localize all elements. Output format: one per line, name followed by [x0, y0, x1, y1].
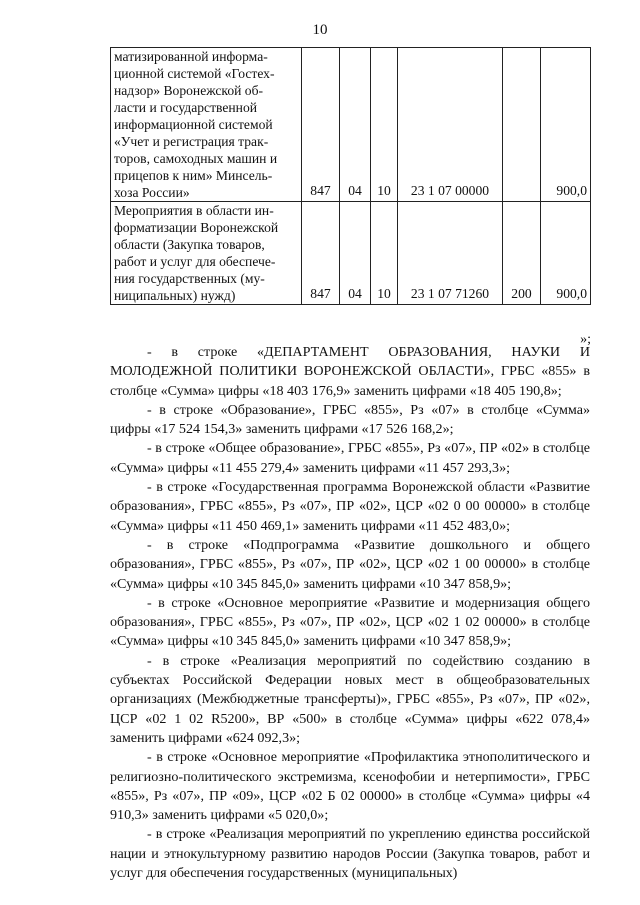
- vr-cell: 200: [503, 202, 541, 305]
- name-line: информационной системой: [114, 117, 273, 132]
- name-line: области (Закупка товаров,: [114, 237, 265, 252]
- grbs-cell: 847: [302, 202, 340, 305]
- name-line: работ и услуг для обеспече-: [114, 254, 276, 269]
- rz-cell: 04: [340, 202, 371, 305]
- amendment-paragraph: - в строке «Реализация мероприятий по содействию созданию в субъектах Российской Федерации новых мест в общеобразовательных организациях (Межбюджетные трансферты)», ГРБС «855», Рз «07», ПР «02», ЦСР «02 1 02 R5200», ВР «500» в столбце «Сумма» цифры «622 078,4» заменить цифрами «624 092,3»;: [110, 652, 590, 746]
- grbs-cell: 847: [302, 48, 340, 202]
- name-line: Мероприятия в области ин-: [114, 203, 274, 218]
- name-line: хоза России»: [114, 185, 190, 200]
- amendment-paragraph: - в строке «Образование», ГРБС «855», Рз «07» в столбце «Сумма» цифры «17 524 154,3» заменить цифрами «17 526 168,2»;: [110, 401, 590, 438]
- amendment-paragraph: - в строке «Основное мероприятие «Развитие и модернизация общего образования», ГРБС «855», Рз «07», ПР «02», ЦСР «02 1 02 00000» в столбце «Сумма» цифры «10 345 845,0» заменить цифрами «10 347 858,9»;: [110, 594, 590, 650]
- table-row: [111, 48, 591, 202]
- row-name-cell: [111, 48, 302, 202]
- name-line: форматизации Воронежской: [114, 220, 279, 235]
- amendment-paragraph: - в строке «Подпрограмма «Развитие дошкольного и общего образования», ГРБС «855», Рз «07», ПР «02», ЦСР «02 1 00 00000» в столбце «Сумма» цифры «10 345 845,0» заменить цифрами «10 347 858,9»;: [110, 536, 590, 592]
- sum-cell: 900,0: [541, 48, 591, 202]
- vr-cell: [503, 48, 541, 202]
- page-number: 10: [312, 22, 328, 38]
- table-row: [111, 202, 591, 305]
- name-line: матизированной информа-: [114, 49, 268, 64]
- rz-cell: 04: [340, 48, 371, 202]
- name-line: ниципальных) нужд): [114, 288, 236, 303]
- amendment-paragraph: - в строке «ДЕПАРТАМЕНТ ОБРАЗОВАНИЯ, НАУКИ И МОЛОДЕЖНОЙ ПОЛИТИКИ ВОРОНЕЖСКОЙ ОБЛАСТИ», ГРБС «855» в столбце «Сумма» цифры «18 403 176,9» заменить цифрами «18 405 190,8»;: [110, 344, 590, 399]
- pr-cell: 10: [371, 202, 398, 305]
- csr-cell: 23 1 07 00000: [398, 48, 503, 202]
- pr-cell: 10: [371, 48, 398, 202]
- name-line: ционной системой «Гостех-: [114, 66, 275, 81]
- table-closing-quote: »;: [580, 332, 591, 347]
- budget-table: [110, 47, 591, 305]
- amendment-paragraph: - в строке «Реализация мероприятий по укреплению единства российской нации и этнокультурному развитию народов России (Закупка товаров, работ и услуг для обеспечения государственных (муниципальных): [110, 826, 590, 882]
- name-line: «Учет и регистрация трак-: [114, 134, 269, 149]
- amendments-text: [110, 343, 590, 883]
- name-line: прицепов к ним» Минсель-: [114, 168, 273, 183]
- sum-cell: 900,0: [541, 202, 591, 305]
- amendment-paragraph: - в строке «Государственная программа Воронежской области «Развитие образования», ГРБС «855», Рз «07», ПР «02», ЦСР «02 0 00 00000» в столбце «Сумма» цифры «11 450 469,1» заменить цифрами «11 452 483,0»;: [110, 479, 590, 534]
- name-line: ния государственных (му-: [114, 271, 265, 286]
- name-line: надзор» Воронежской об-: [114, 83, 264, 98]
- amendment-paragraph: - в строке «Основное мероприятие «Профилактика этнополитического и религиозно-политического экстремизма, ксенофобии и нетерпимости», ГРБС «855», Рз «07», ПР «09», ЦСР «02 Б 02 00000» в столбце «Сумма» цифры «4 910,3» заменить цифрами «5 020,0»;: [110, 749, 590, 824]
- amendment-paragraph: - в строке «Общее образование», ГРБС «855», Рз «07», ПР «02» в столбце «Сумма» цифры «11 455 279,4» заменить цифрами «11 457 293,3»;: [110, 440, 590, 476]
- csr-cell: 23 1 07 71260: [398, 202, 503, 305]
- row-name-cell: [111, 202, 302, 305]
- name-line: торов, самоходных машин и: [114, 151, 278, 166]
- name-line: ласти и государственной: [114, 100, 258, 115]
